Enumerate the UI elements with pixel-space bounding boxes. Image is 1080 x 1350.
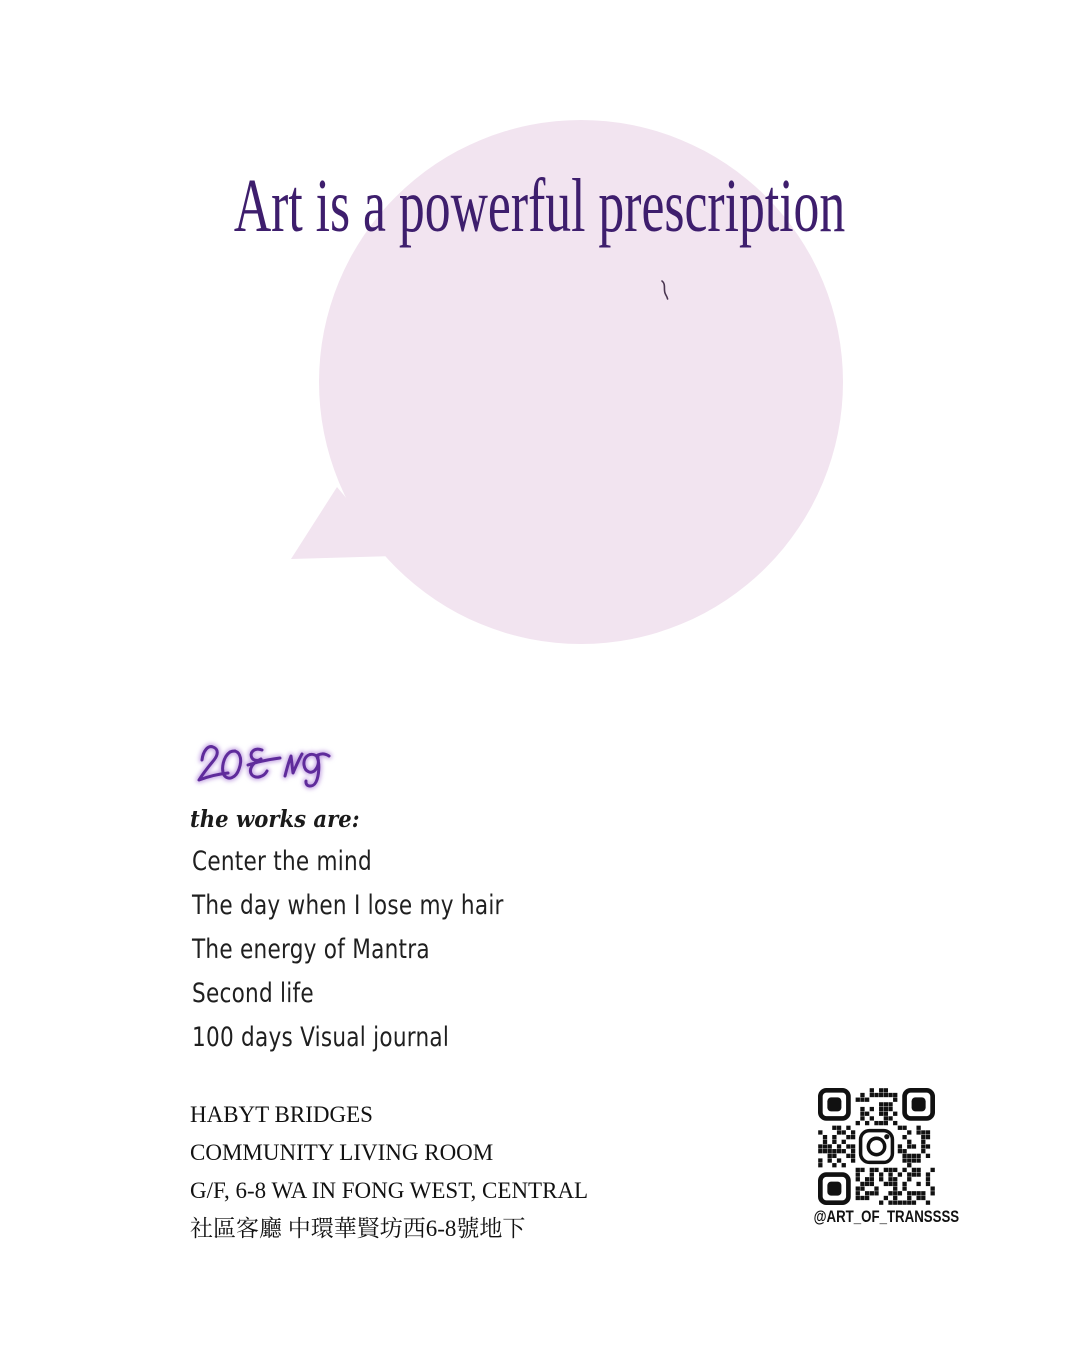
work-title: The energy of Mantra	[192, 934, 430, 965]
venue-address-line: 社區客廳 中環華賢坊西6-8號地下	[190, 1216, 526, 1241]
title-wrap	[0, 164, 1080, 248]
work-title: 100 days Visual journal	[192, 1022, 450, 1053]
poster-title: Art is a powerful prescription	[234, 164, 846, 248]
works-list	[192, 840, 504, 1060]
venue-address-line: COMMUNITY LIVING ROOM	[190, 1140, 494, 1165]
venue-address-line: HABYT BRIDGES	[190, 1102, 373, 1127]
venue-address	[190, 1096, 588, 1248]
work-title: Center the mind	[192, 846, 372, 877]
artist-signature-zoe-ng	[190, 738, 340, 798]
work-title: Second life	[192, 978, 314, 1009]
pen-squiggle-mark	[655, 278, 675, 306]
venue-address-line: G/F, 6-8 WA IN FONG WEST, CENTRAL	[190, 1178, 589, 1203]
works-intro-label: the works are:	[190, 806, 360, 833]
qr-code	[818, 1088, 935, 1205]
instagram-icon	[857, 1127, 896, 1166]
qr-block	[813, 1088, 960, 1226]
work-title: The day when I lose my hair	[192, 890, 504, 921]
qr-caption: @ART_OF_TRANSSSS	[813, 1207, 960, 1226]
